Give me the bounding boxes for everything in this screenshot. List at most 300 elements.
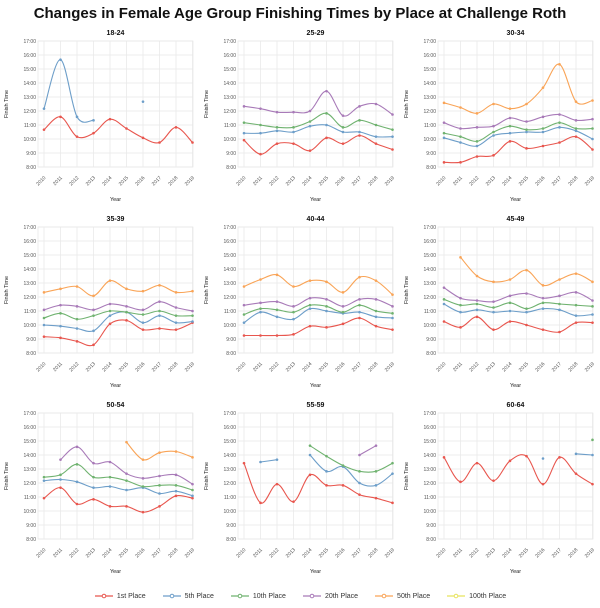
legend-label: 5th Place: [184, 592, 214, 600]
series-line: [244, 91, 393, 116]
series-1st-place: [43, 319, 194, 346]
y-tick-label: 16:00: [423, 238, 436, 245]
data-point: [76, 446, 79, 449]
data-point: [276, 309, 279, 312]
x-tick-label: 2019: [383, 547, 396, 560]
data-point: [43, 309, 46, 312]
y-tick-label: 10:00: [23, 136, 36, 143]
data-point: [259, 311, 262, 314]
data-point: [476, 145, 479, 148]
series-50th-place: [443, 63, 594, 115]
data-point: [391, 148, 394, 151]
data-point: [259, 107, 262, 110]
subplot-50-54: [0, 398, 200, 584]
data-point: [575, 321, 578, 324]
y-tick-label: 11:00: [23, 494, 36, 501]
y-tick-label: 12:00: [223, 480, 236, 487]
y-tick-label: 17:00: [23, 38, 36, 45]
x-tick-label: 2012: [268, 547, 281, 560]
x-tick-label: 2018: [167, 547, 180, 560]
data-point: [325, 124, 328, 127]
data-point: [175, 328, 178, 331]
data-point: [459, 311, 462, 314]
data-point: [575, 304, 578, 307]
data-point: [309, 279, 312, 282]
data-point: [542, 127, 545, 130]
y-tick-label: 16:00: [223, 238, 236, 245]
x-tick-label: 2015: [317, 361, 330, 374]
y-tick-label: 17:00: [23, 410, 36, 417]
data-point: [391, 293, 394, 296]
data-point: [375, 142, 378, 145]
data-point: [325, 137, 328, 140]
y-tick-label: 9:00: [426, 522, 436, 529]
data-point: [375, 124, 378, 127]
x-tick-label: 2010: [35, 361, 48, 374]
series-line: [444, 455, 593, 485]
data-point: [476, 140, 479, 143]
data-point: [158, 284, 161, 287]
data-point: [542, 328, 545, 331]
y-tick-label: 10:00: [23, 508, 36, 515]
subplot-40-44: [200, 212, 400, 398]
y-tick-label: 10:00: [223, 322, 236, 329]
data-point: [109, 476, 112, 479]
series-line: [244, 136, 393, 155]
x-tick-label: 2014: [301, 361, 314, 374]
data-point: [358, 311, 361, 314]
data-point: [92, 486, 95, 489]
legend-item-50th-place: [374, 592, 430, 600]
x-tick-label: 2016: [134, 175, 147, 188]
gridlines: [438, 227, 593, 353]
data-point: [191, 483, 194, 486]
subplot-title: 45-49: [506, 216, 525, 223]
data-point: [391, 305, 394, 308]
y-tick-label: 12:00: [423, 108, 436, 115]
data-point: [525, 120, 528, 123]
subplot-title: 60-64: [506, 402, 525, 409]
x-tick-label: 2018: [167, 361, 180, 374]
x-tick-label: 2018: [567, 175, 580, 188]
data-point: [509, 460, 512, 463]
x-tick-label: 2016: [334, 175, 347, 188]
data-point: [191, 497, 194, 500]
data-point: [575, 127, 578, 130]
data-point: [575, 130, 578, 133]
data-point: [591, 299, 594, 302]
y-tick-label: 17:00: [223, 224, 236, 231]
x-tick-label: 2019: [583, 547, 596, 560]
data-point: [558, 113, 561, 116]
data-point: [542, 284, 545, 287]
y-tick-label: 10:00: [423, 322, 436, 329]
charts-grid: [0, 26, 600, 584]
y-tick-label: 8:00: [26, 164, 36, 171]
y-tick-label: 8:00: [26, 536, 36, 543]
y-tick-label: 14:00: [423, 80, 436, 87]
x-tick-label: 2011: [452, 361, 464, 374]
series-50th-place: [243, 274, 394, 296]
panel-border: [438, 413, 593, 539]
data-point: [109, 314, 112, 317]
data-point: [109, 279, 112, 282]
series-20th-place: [358, 444, 377, 456]
x-tick-label: 2017: [350, 361, 363, 374]
data-point: [358, 482, 361, 485]
series-line: [360, 446, 377, 455]
data-point: [125, 319, 128, 322]
series-20th-place: [243, 90, 394, 117]
data-point: [175, 484, 178, 487]
data-point: [492, 311, 495, 314]
x-tick-label: 2017: [550, 361, 563, 374]
data-point: [292, 311, 295, 314]
data-point: [259, 307, 262, 310]
series-20th-place: [443, 286, 594, 303]
data-point: [292, 111, 295, 114]
y-tick-label: 13:00: [423, 466, 436, 473]
data-point: [358, 105, 361, 108]
x-tick-label: 2013: [484, 175, 497, 188]
y-tick-label: 15:00: [423, 438, 436, 445]
data-point: [109, 461, 112, 464]
data-point: [259, 302, 262, 305]
data-point: [309, 149, 312, 152]
data-point: [325, 112, 328, 115]
y-axis-label: Finish Time: [404, 461, 410, 491]
data-point: [125, 127, 128, 130]
data-point: [158, 141, 161, 144]
y-tick-label: 10:00: [23, 322, 36, 329]
data-point: [591, 313, 594, 316]
data-point: [358, 119, 361, 122]
y-tick-label: 9:00: [426, 150, 436, 157]
data-point: [92, 295, 95, 298]
data-point: [375, 279, 378, 282]
series-line: [244, 308, 393, 322]
x-tick-label: 2015: [117, 175, 130, 188]
data-point: [92, 309, 95, 312]
data-point: [525, 455, 528, 458]
data-point: [76, 481, 79, 484]
y-tick-label: 14:00: [23, 266, 36, 273]
data-point: [492, 131, 495, 134]
panel-border: [38, 413, 193, 539]
data-point: [525, 147, 528, 150]
data-point: [43, 107, 46, 110]
x-tick-label: 2012: [68, 175, 81, 188]
y-tick-label: 16:00: [223, 52, 236, 59]
data-point: [59, 458, 62, 461]
y-tick-label: 16:00: [423, 52, 436, 59]
data-point: [243, 121, 246, 124]
series-line: [244, 275, 393, 295]
legend-marker: [382, 594, 386, 598]
y-tick-label: 12:00: [423, 480, 436, 487]
data-point: [542, 302, 545, 305]
data-point: [542, 457, 545, 460]
data-point: [276, 274, 279, 277]
data-point: [391, 312, 394, 315]
data-point: [109, 118, 112, 121]
series-line: [444, 299, 593, 308]
data-point: [243, 132, 246, 135]
x-tick-label: 2011: [252, 547, 264, 560]
data-point: [443, 286, 446, 289]
x-tick-label: 2012: [68, 361, 81, 374]
data-point: [476, 112, 479, 115]
data-point: [542, 297, 545, 300]
series-5th-place: [542, 453, 594, 460]
y-tick-label: 14:00: [23, 80, 36, 87]
series-1st-place: [443, 316, 594, 334]
series-20th-place: [243, 297, 394, 308]
legend: [0, 584, 600, 608]
data-point: [443, 456, 446, 459]
data-point: [443, 298, 446, 301]
legend-swatch: [230, 592, 250, 600]
data-point: [591, 118, 594, 121]
data-point: [459, 481, 462, 484]
data-point: [575, 314, 578, 317]
data-point: [59, 486, 62, 489]
data-point: [142, 458, 145, 461]
data-point: [125, 489, 128, 492]
data-point: [92, 498, 95, 501]
data-point: [76, 318, 79, 321]
data-point: [158, 300, 161, 303]
series-10th-place: [243, 304, 394, 316]
data-point: [191, 489, 194, 492]
data-point: [525, 324, 528, 327]
subplot-title: 35-39: [106, 216, 125, 223]
x-tick-label: 2018: [167, 175, 180, 188]
x-tick-label: 2015: [317, 175, 330, 188]
data-point: [443, 121, 446, 124]
data-point: [243, 313, 246, 316]
legend-marker: [454, 594, 458, 598]
y-tick-label: 14:00: [423, 266, 436, 273]
data-point: [476, 309, 479, 312]
data-point: [443, 137, 446, 140]
data-point: [459, 297, 462, 300]
data-point: [142, 313, 145, 316]
legend-marker: [310, 594, 314, 598]
data-point: [492, 103, 495, 106]
data-point: [342, 142, 345, 145]
data-point: [59, 312, 62, 315]
data-point: [443, 132, 446, 135]
x-tick-label: 2017: [550, 175, 563, 188]
data-point: [509, 140, 512, 143]
subplot-30-34: [400, 26, 600, 212]
data-point: [259, 461, 262, 464]
x-tick-label: 2013: [284, 361, 297, 374]
x-tick-label: 2013: [284, 175, 297, 188]
data-point: [591, 99, 594, 102]
legend-item-5th-place: [162, 592, 214, 600]
data-point: [325, 305, 328, 308]
data-point: [76, 305, 79, 308]
data-point: [509, 107, 512, 110]
data-point: [358, 298, 361, 301]
data-point: [142, 328, 145, 331]
legend-marker: [102, 594, 106, 598]
data-point: [125, 311, 128, 314]
y-tick-label: 17:00: [423, 410, 436, 417]
series-1st-place: [243, 317, 394, 337]
y-tick-label: 9:00: [26, 150, 36, 157]
data-point: [558, 63, 561, 66]
data-point: [243, 139, 246, 142]
gridlines: [238, 227, 393, 353]
data-point: [476, 275, 479, 278]
x-tick-label: 2015: [117, 547, 130, 560]
series-line: [44, 320, 193, 346]
series-line: [44, 479, 193, 495]
data-point: [375, 497, 378, 500]
legend-swatch: [374, 592, 394, 600]
y-tick-label: 8:00: [426, 350, 436, 357]
legend-swatch: [162, 592, 182, 600]
data-point: [59, 58, 62, 61]
data-point: [459, 326, 462, 329]
x-tick-label: 2015: [517, 361, 530, 374]
x-axis-label: Year: [509, 197, 522, 203]
data-point: [591, 439, 594, 442]
data-point: [342, 323, 345, 326]
data-point: [391, 462, 394, 465]
legend-item-1st-place: [94, 592, 146, 600]
x-tick-label: 2015: [517, 547, 530, 560]
data-point: [76, 327, 79, 330]
x-tick-label: 2014: [501, 175, 514, 188]
x-tick-label: 2014: [501, 361, 514, 374]
x-tick-label: 2017: [350, 175, 363, 188]
data-point: [191, 314, 194, 317]
data-point: [243, 462, 246, 465]
y-tick-label: 14:00: [223, 452, 236, 459]
x-tick-label: 2016: [334, 547, 347, 560]
data-point: [459, 304, 462, 307]
data-point: [558, 121, 561, 124]
y-tick-label: 16:00: [423, 424, 436, 431]
data-point: [292, 333, 295, 336]
data-point: [92, 344, 95, 347]
data-point: [243, 285, 246, 288]
data-point: [542, 483, 545, 486]
data-point: [391, 113, 394, 116]
y-tick-label: 9:00: [426, 336, 436, 343]
x-tick-label: 2015: [117, 361, 130, 374]
legend-marker: [170, 594, 174, 598]
x-tick-label: 2016: [534, 175, 547, 188]
x-tick-label: 2019: [383, 175, 396, 188]
y-tick-label: 15:00: [423, 252, 436, 259]
data-point: [175, 490, 178, 493]
y-tick-label: 10:00: [423, 136, 436, 143]
data-point: [92, 314, 95, 317]
y-axis-label: Finish Time: [204, 461, 210, 491]
data-point: [358, 317, 361, 320]
data-point: [292, 142, 295, 145]
x-tick-label: 2010: [435, 547, 448, 560]
data-point: [142, 290, 145, 293]
y-tick-label: 15:00: [23, 252, 36, 259]
data-point: [309, 110, 312, 113]
y-tick-label: 11:00: [423, 494, 436, 501]
data-point: [375, 444, 378, 447]
x-axis-label: Year: [509, 569, 522, 575]
data-point: [158, 327, 161, 330]
data-point: [43, 317, 46, 320]
x-tick-label: 2013: [84, 175, 97, 188]
data-point: [309, 454, 312, 457]
x-tick-label: 2017: [550, 547, 563, 560]
data-point: [158, 475, 161, 478]
y-axis-label: Finish Time: [204, 89, 210, 119]
data-point: [342, 114, 345, 117]
data-point: [276, 316, 279, 319]
data-point: [76, 463, 79, 466]
data-point: [142, 485, 145, 488]
x-tick-label: 2011: [52, 175, 64, 188]
x-tick-label: 2018: [567, 547, 580, 560]
subplot-title: 50-54: [106, 402, 125, 409]
data-point: [342, 131, 345, 134]
x-tick-label: 2010: [235, 361, 248, 374]
y-tick-label: 17:00: [423, 38, 436, 45]
x-tick-label: 2018: [567, 361, 580, 374]
data-point: [575, 291, 578, 294]
data-point: [76, 503, 79, 506]
data-point: [175, 495, 178, 498]
x-axis-label: Year: [109, 197, 122, 203]
data-point: [142, 137, 145, 140]
y-tick-label: 13:00: [23, 280, 36, 287]
data-point: [158, 314, 161, 317]
x-tick-label: 2016: [534, 361, 547, 374]
data-point: [309, 325, 312, 328]
data-point: [358, 134, 361, 137]
data-point: [158, 484, 161, 487]
data-point: [76, 135, 79, 138]
data-point: [158, 505, 161, 508]
x-tick-label: 2019: [183, 175, 196, 188]
legend-label: 50th Place: [397, 592, 431, 600]
y-axis-label: Finish Time: [404, 89, 410, 119]
data-point: [191, 310, 194, 313]
legend-label: 1st Place: [116, 592, 146, 600]
subplot-45-49: [400, 212, 600, 398]
series-line: [261, 460, 278, 462]
data-point: [59, 474, 62, 477]
series-line: [444, 288, 593, 302]
y-tick-label: 17:00: [423, 224, 436, 231]
x-tick-label: 2019: [383, 361, 396, 374]
data-point: [375, 316, 378, 319]
data-point: [59, 478, 62, 481]
data-point: [476, 299, 479, 302]
data-point: [76, 116, 79, 119]
data-point: [292, 126, 295, 129]
legend-label: 10th Place: [252, 592, 286, 600]
data-point: [558, 278, 561, 281]
data-point: [575, 472, 578, 475]
y-tick-label: 10:00: [223, 508, 236, 515]
y-tick-label: 16:00: [23, 52, 36, 59]
